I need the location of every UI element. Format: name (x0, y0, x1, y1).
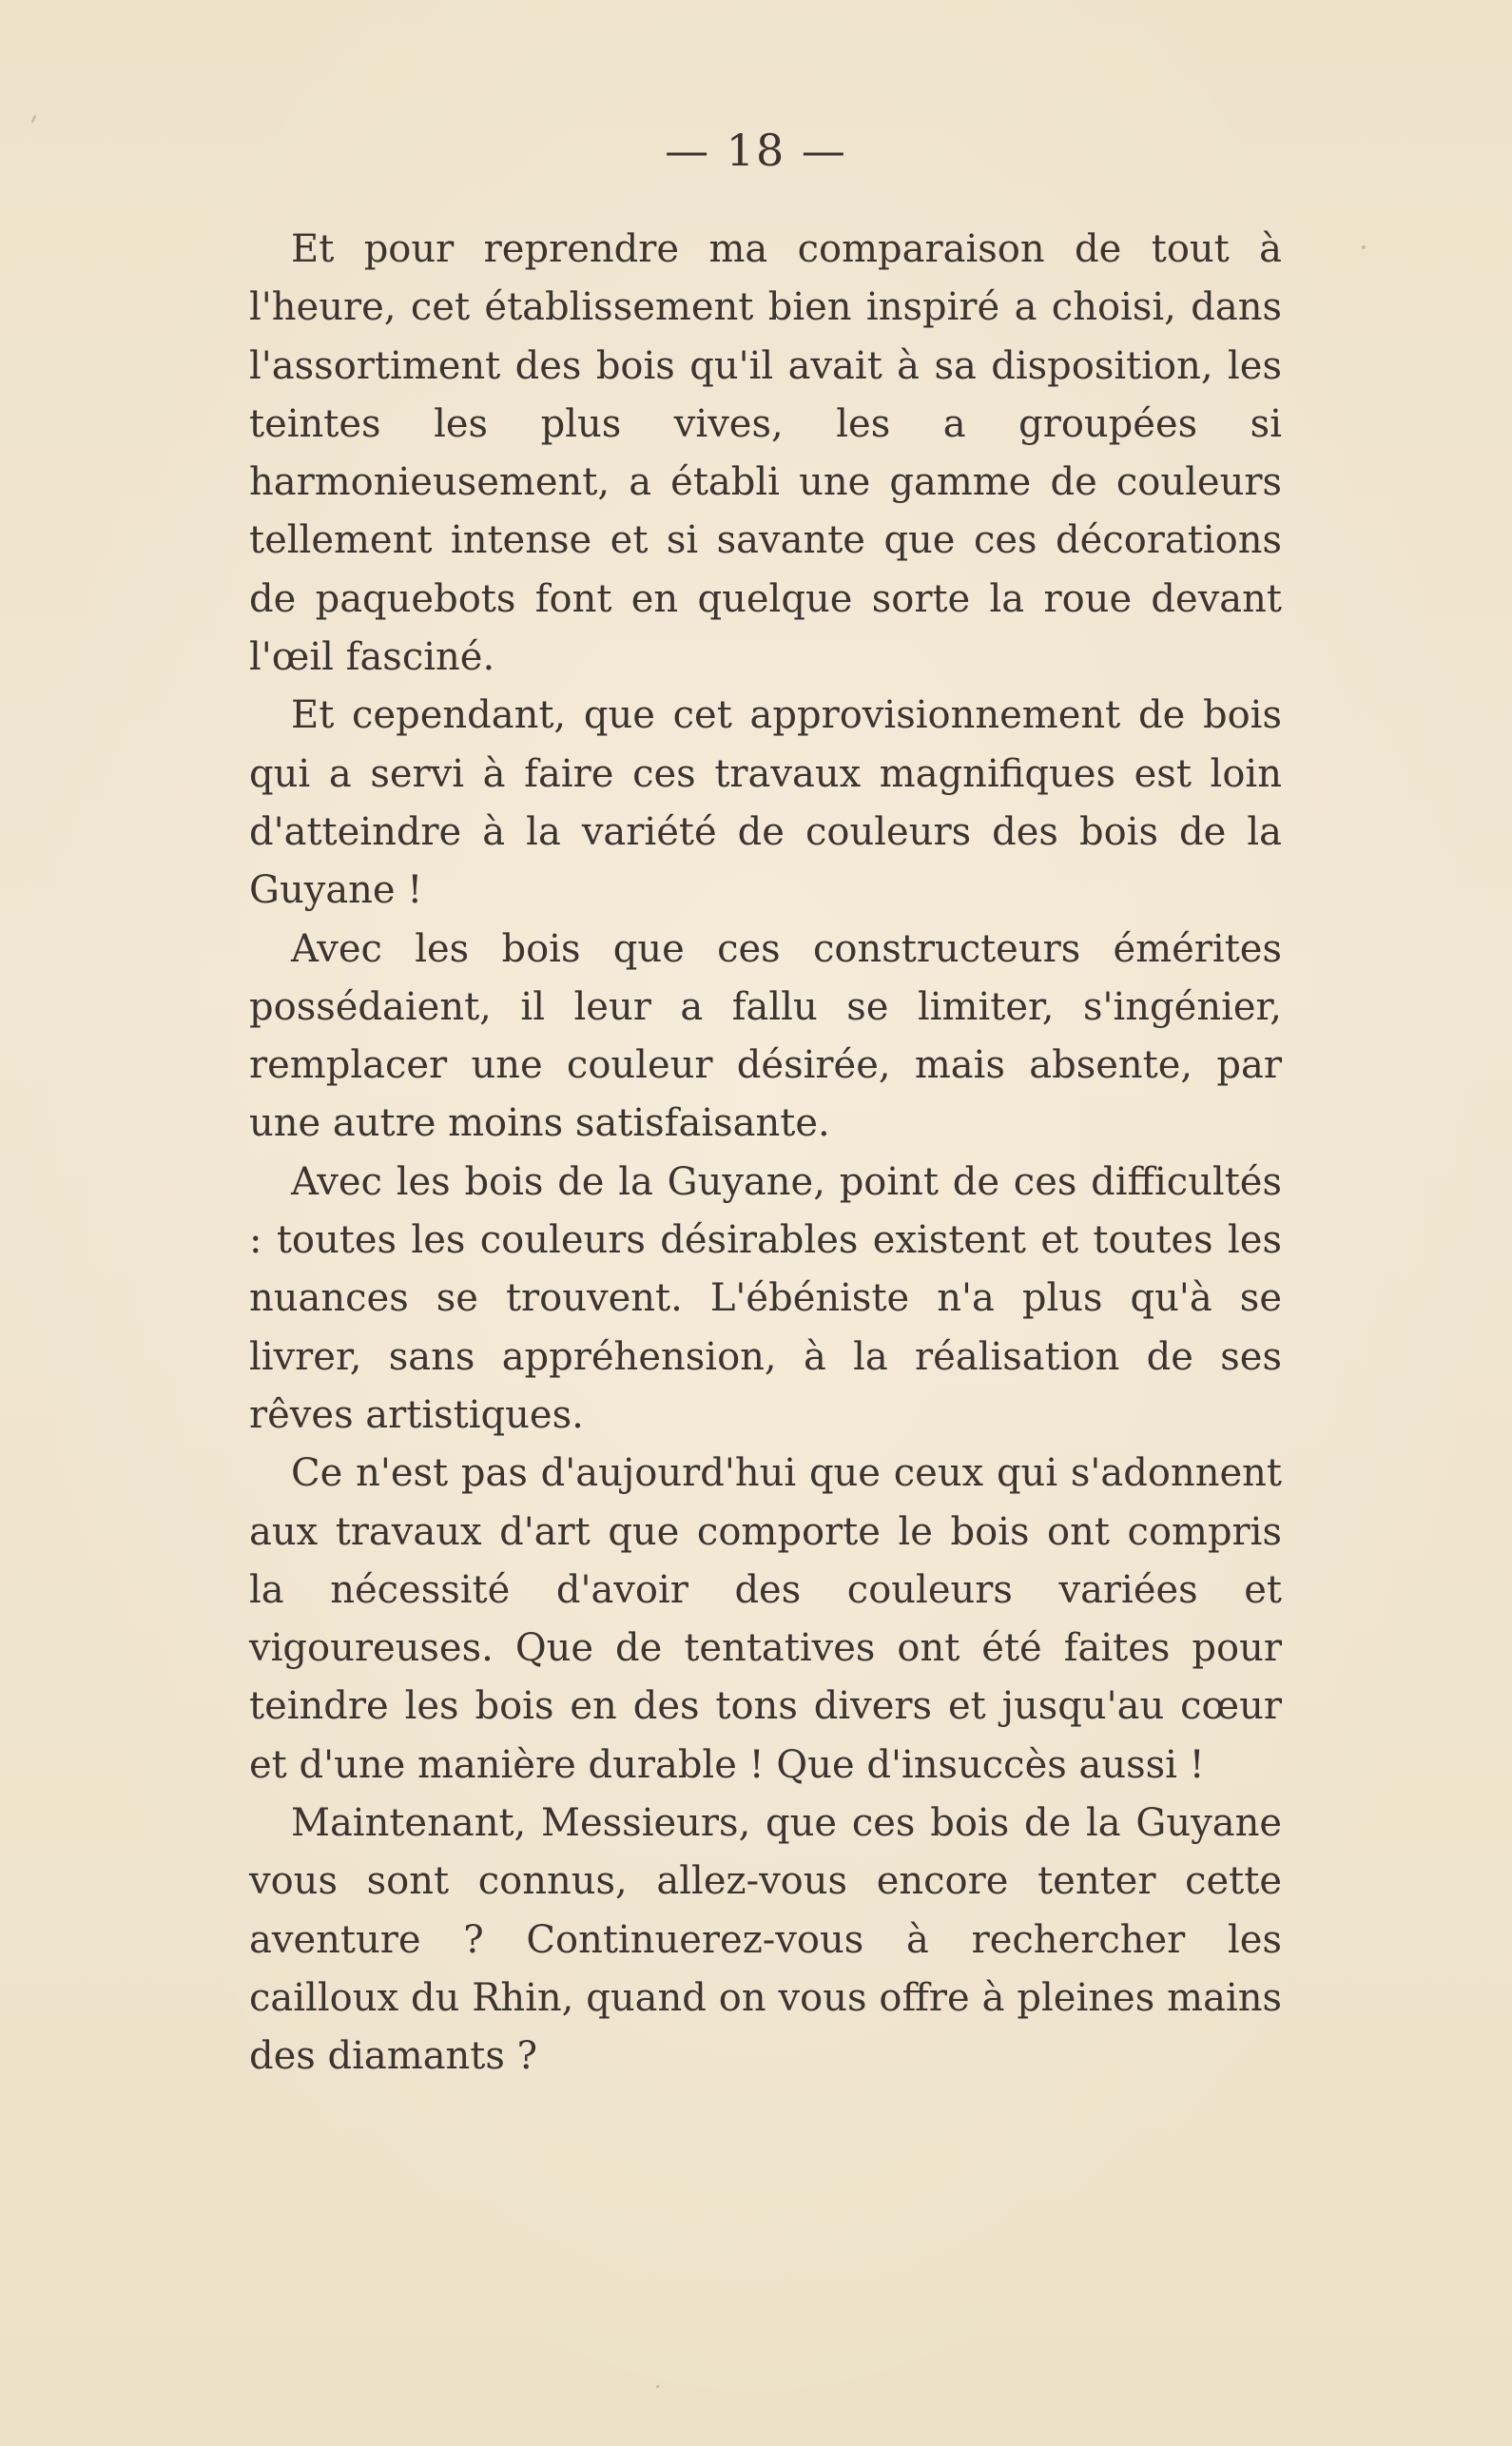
paper-speck (1362, 245, 1366, 249)
paper-speck (656, 2385, 659, 2388)
paragraph: Avec les bois de la Guyane, point de ces difficultés : toutes les couleurs désirables existent et toutes les nuances se trouvent. L'ébéniste n'a plus qu'à se livrer, sans appréhension, à la réalisation de ses rêves artistiques. (249, 1159, 1282, 1437)
page-number: — 18 — (665, 125, 847, 176)
paragraph: Maintenant, Messieurs, que ces bois de la Guyane vous sont connus, allez-vous encore tenter cette aventure ? Continuerez-vous à rechercher les cailloux du Rhin, quand on vous offre à pleines mains des diamants ? (249, 1801, 1282, 2079)
paragraph: Et pour reprendre ma comparaison de tout à l'heure, cet établissement bien inspiré a choisi, dans l'assortiment des bois qu'il avait à sa disposition, les teintes les plus vives, les a groupées si harmonieusement, a établi une gamme de couleurs tellement intense et si savante que ces décorations de paquebots font en quelque sorte la roue devant l'œil fasciné. (249, 227, 1282, 680)
paragraph: Et cependant, que cet approvisionnement de bois qui a servi à faire ces travaux magnifiques est loin d'atteindre à la variété de couleurs des bois de la Guyane ! (249, 693, 1282, 913)
paragraph: Ce n'est pas d'aujourd'hui que ceux qui s'adonnent aux travaux d'art que comporte le bois ont compris la nécessité d'avoir des couleurs variées et vigoureuses. Que de tentatives ont été faites pour teindre les bois en des tons divers et jusqu'au cœur et d'une manière durable ! Que d'insuccès aussi ! (249, 1451, 1282, 1787)
paragraph: Avec les bois que ces constructeurs émérites possédaient, il leur a fallu se limiter, s'ingénier, remplacer une couleur désirée, mais absente, par une autre moins satisfaisante. (249, 926, 1282, 1146)
body-text (249, 221, 1282, 2087)
